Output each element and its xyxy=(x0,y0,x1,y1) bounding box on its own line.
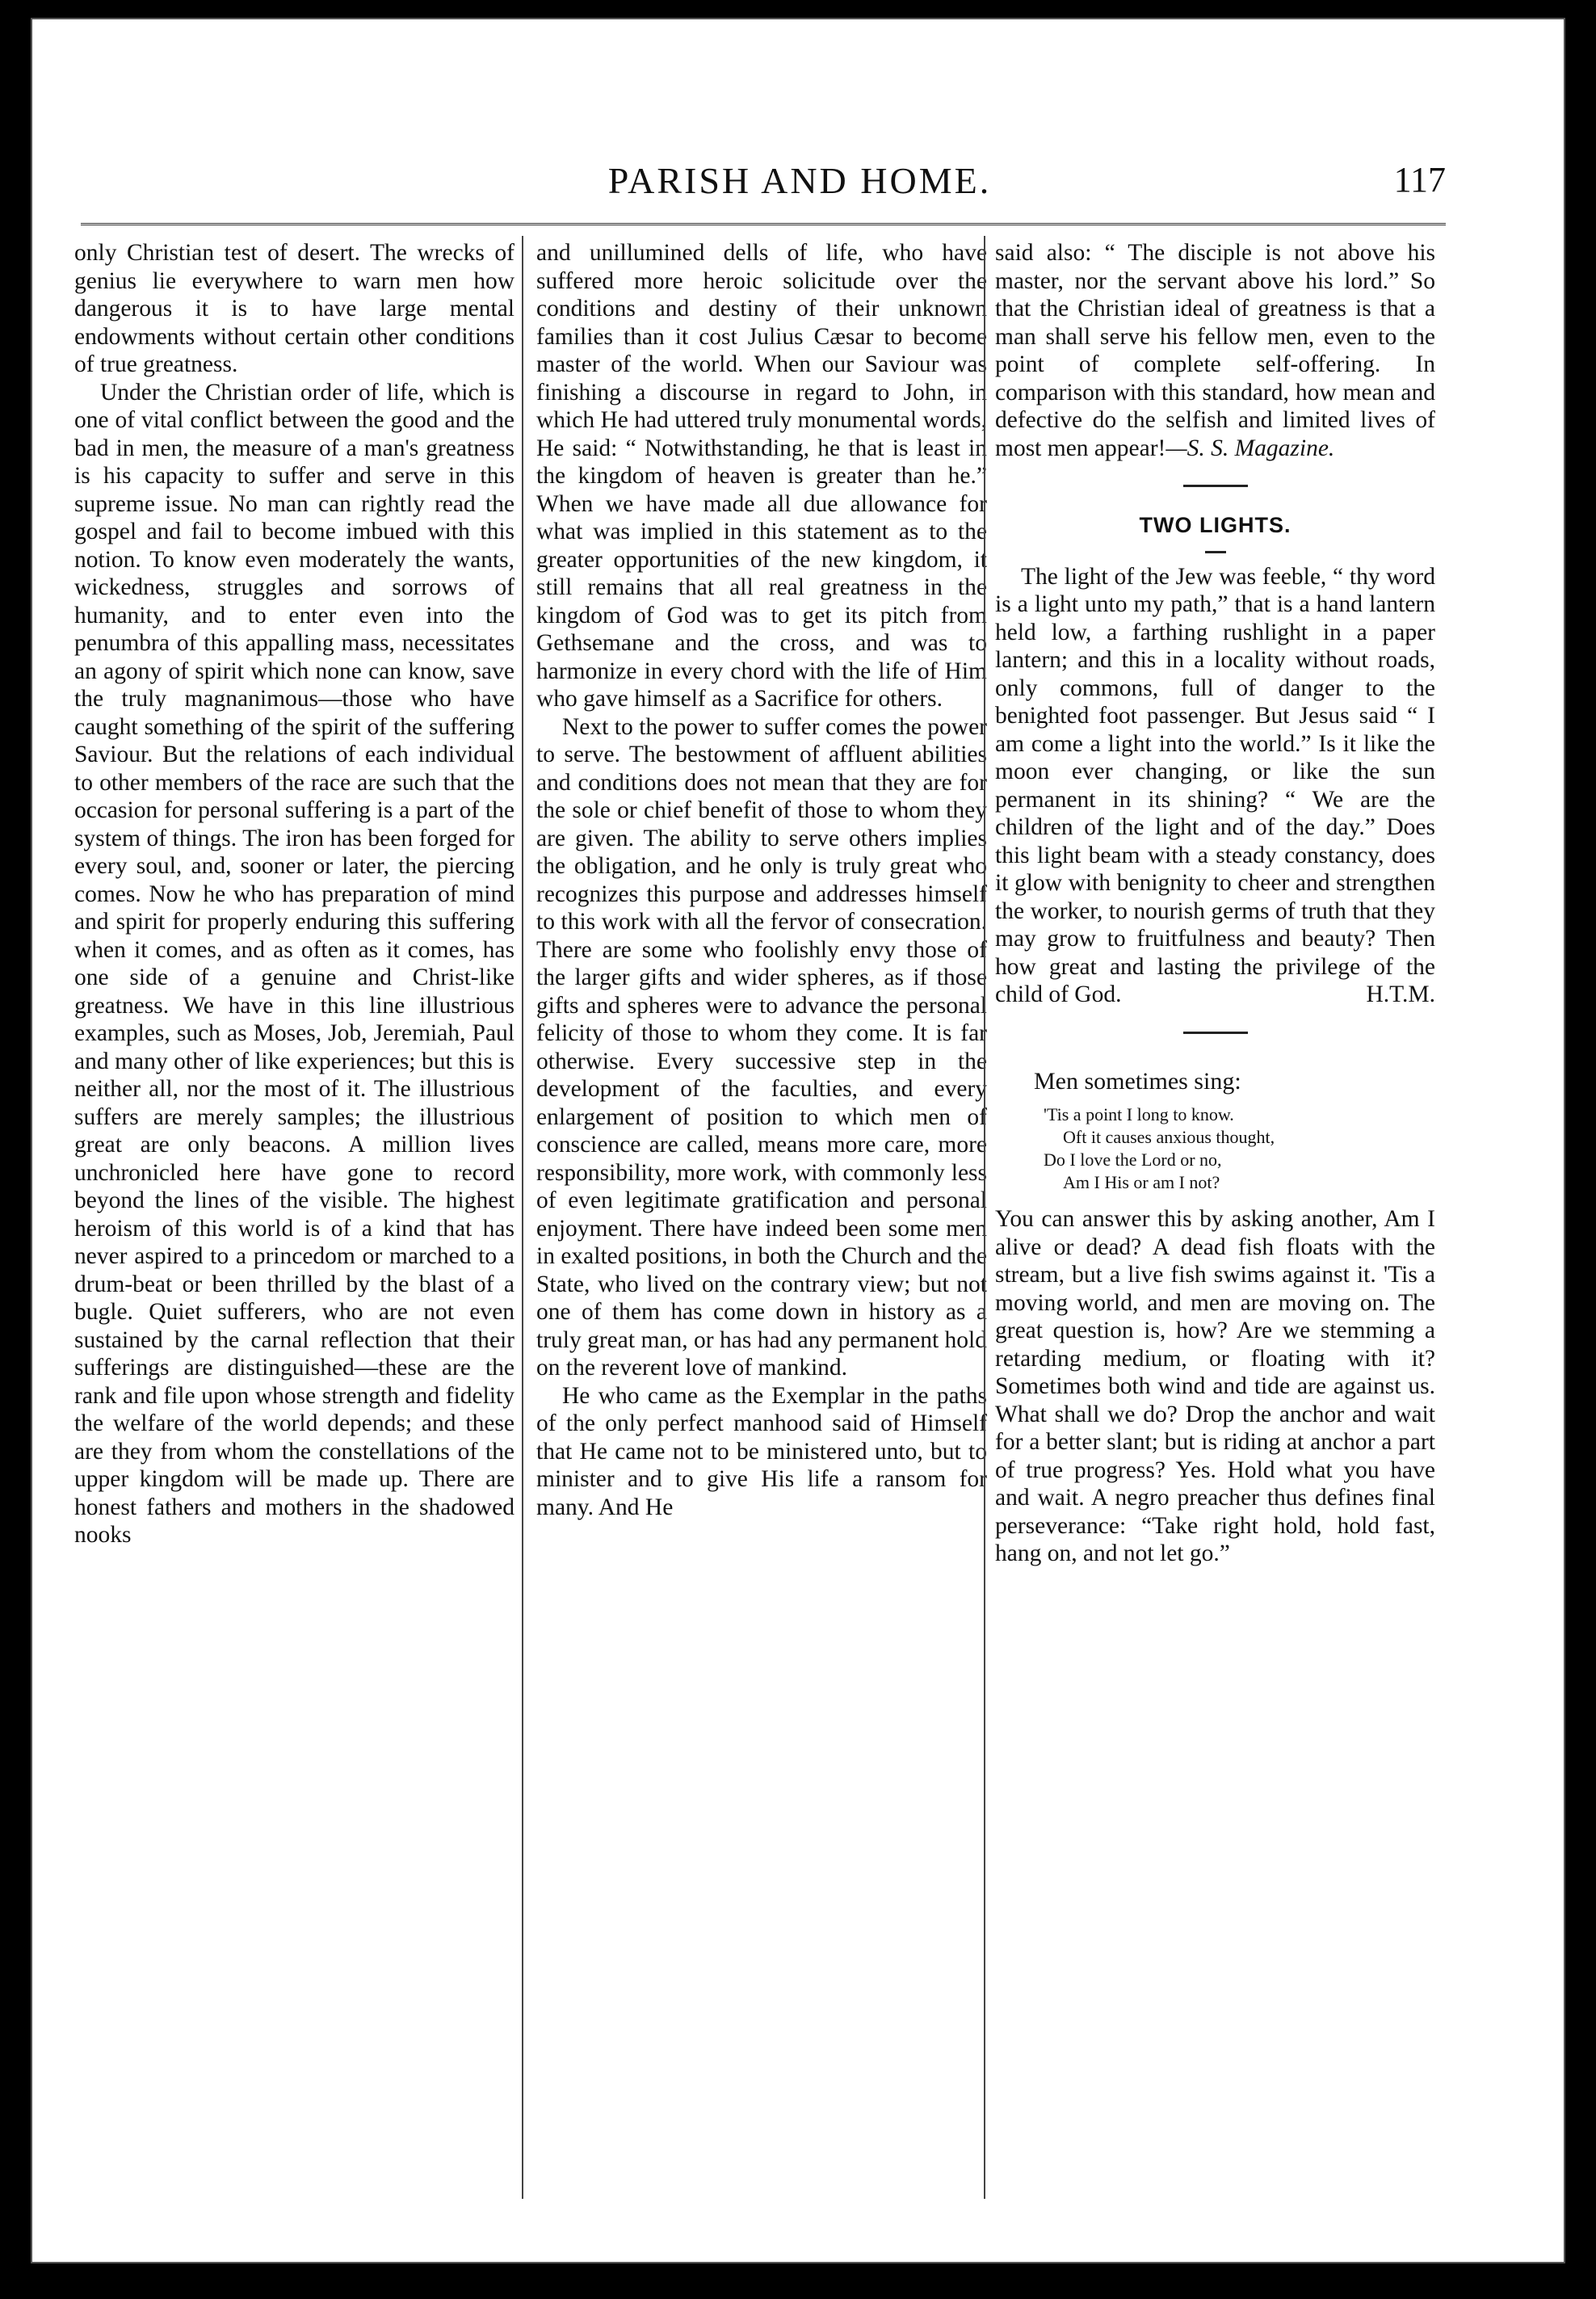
header-rule xyxy=(81,223,1446,225)
verse-line: Do I love the Lord or no, xyxy=(1044,1150,1222,1170)
page-header xyxy=(32,153,1567,209)
paragraph: Next to the power to suffer comes the power to serve. The bestowment of affluent abilities and conditions does not mean that they are for the sole or chief benefit of those to whom they are given. The ability to serve others implies the obligation, and he only is truly great who recognizes this purpose and addresses himself to this work with all the fervor of consecration. There are some who foolishly envy those of the larger gifts and wider spheres, as if those gifts and spheres were to advance the personal felicity of those to whom they come. It is far otherwise. Every successive step in the development of the faculties, and every enlargement of position to which men of conscience are called, means more care, more responsibility, more work, with commonly less of even legitimate gratification and personal enjoyment. There have indeed been some men in exalted positions, in both the Church and the State, who lived on the contrary view; but not one of them has come down in history as a truly great man, or has had any permanent hold on the reverent love of mankind. xyxy=(536,713,987,1381)
column-2 xyxy=(536,239,987,2299)
column-divider xyxy=(984,236,985,2199)
verse-line: Oft it causes anxious thought, xyxy=(1063,1127,1275,1147)
page-title: PARISH AND HOME. xyxy=(607,160,992,201)
paragraph: and unillumined dells of life, who have suffered more heroic solicitude over the conditions and destiny of their unknown families than it cost Julius Cæsar to become master of the world. When our Saviour was finishing a discourse in regard to John, in which He had uttered truly monumental words, He said: “ Notwithstanding, he that is least in the kingdom of heaven is greater than he.” When we have made all due allowance for what was implied in this statement as to the greater opportunities of the new kingdom, it still remains that all real greatness in the kingdom of God was to get its pitch from Gethsemane and the cross, and was to harmonize in every chord with the life of Him who gave himself as a Sacrifice for others. xyxy=(536,240,987,712)
section-separator xyxy=(1183,485,1248,487)
paragraph-text: said also: “ The disciple is not above his master, nor the servant above his lord.” So that the Christian ideal of greatness is that a man shall serve his fellow men, even to the point of complete self-offering. In comparison with this standard, how mean and defective do the selfish and limited lives of most men appear! xyxy=(995,240,1435,461)
page-sheet xyxy=(31,18,1565,2263)
heading-dash xyxy=(1205,551,1226,553)
verse xyxy=(1044,1103,1435,1194)
column-divider xyxy=(522,236,523,2199)
column-3 xyxy=(995,239,1435,2299)
verse-line: Am I His or am I not? xyxy=(1063,1172,1220,1192)
paragraph: Under the Christian order of life, which is one of vital conflict between the good and the bad in men, the measure of a man's greatness is his capacity to suffer and serve in this supreme issue. No man can rightly read the gospel and fail to become imbued with this notion. To know even moderately the wants, wickedness, struggles and sorrows of humanity, and to enter even into the penumbra of this appalling mass, necessitates an agony of spirit which none can know, save the truly magnanimous—those who have caught something of the spirit of the suffering Saviour. But the relations of each individual to other members of the race are such that the occasion for personal suffering is a part of the system of things. The iron has been forged for every soul, and, sooner or later, the piercing comes. Now he who has preparation of mind and spirit for properly enduring this suffering when it comes, and as often as it comes, has one side of a genuine and Christ-like greatness. We have in this line illustrious examples, such as Moses, Job, Jeremiah, Paul and many other of like experiences; but this is neither all, nor the most of it. The illustrious suffers are merely samples; the illustrious great are only beacons. A million lives unchronicled here have gone to record beyond the lines of the visible. The highest heroism of this world is of a kind that has never aspired to a princedom or marched to a drum-beat or been thrilled by the blast of a bugle. Quiet sufferers, who are not even sustained by the carnal reflection that their sufferings are distinguished—these are the rank and file upon whose strength and fidelity the welfare of the world depends; and these are they from whom the constellations of the upper kingdom will be made up. There are honest fathers and mothers in the shadowed nooks xyxy=(74,379,514,1548)
section-separator xyxy=(1183,1032,1248,1034)
paragraph: He who came as the Exemplar in the paths of the only perfect manhood said of Himself that He came not to be ministered unto, but to minister and to give His life a ransom for many. And He xyxy=(536,1382,987,1520)
paragraph xyxy=(995,563,1435,1009)
paragraph: You can answer this by asking another, Am I alive or dead? A dead fish floats with the stream, but a live fish swims against it. 'Tis a moving world, and men are moving on. The great question is, how? Are we stemming a retarding medium, or floating with it? Sometimes both wind and tide are against us. What shall we do? Drop the anchor and wait for a better slant; but is riding at anchor a part of true progress? Yes. Hold what you have and wait. A negro preacher thus defines final perseverance: “Take right hold, hold fast, hang on, and not let go.” xyxy=(995,1206,1435,1566)
paragraph xyxy=(995,239,1435,462)
page-number: 117 xyxy=(1393,160,1446,200)
verse-intro: Men sometimes sing: xyxy=(1034,1067,1241,1095)
section-heading: TWO LIGHTS. xyxy=(1139,513,1292,537)
source-attribution: —S. S. Magazine. xyxy=(1166,435,1335,461)
column-1 xyxy=(74,239,514,2299)
verse-line: 'Tis a point I long to know. xyxy=(1044,1104,1234,1124)
signature: H.T.M. xyxy=(1366,981,1435,1007)
paragraph-text: The light of the Jew was feeble, “ thy word is a light unto my path,” that is a hand lantern held low, a farthing rushlight in a paper lantern; and this in a locality without roads, only commons, full of danger to the benighted foot passenger. But Jesus said “ I am come a light into the world.” Is it like the moon ever changing, or like the sun permanent in its shining? “ We are the children of the light and of the day.” Does this light beam with a steady constancy, does it glow with benignity to cheer and strengthen the worker, to nourish germs of truth that they may grow to fruitfulness and beauty? Then how great and lasting the privilege of the child of God. xyxy=(995,563,1435,1007)
paragraph: only Christian test of desert. The wrecks of genius lie everywhere to warn men how dangerous it is to have large mental endowments without certain other conditions of true greatness. xyxy=(74,240,514,377)
